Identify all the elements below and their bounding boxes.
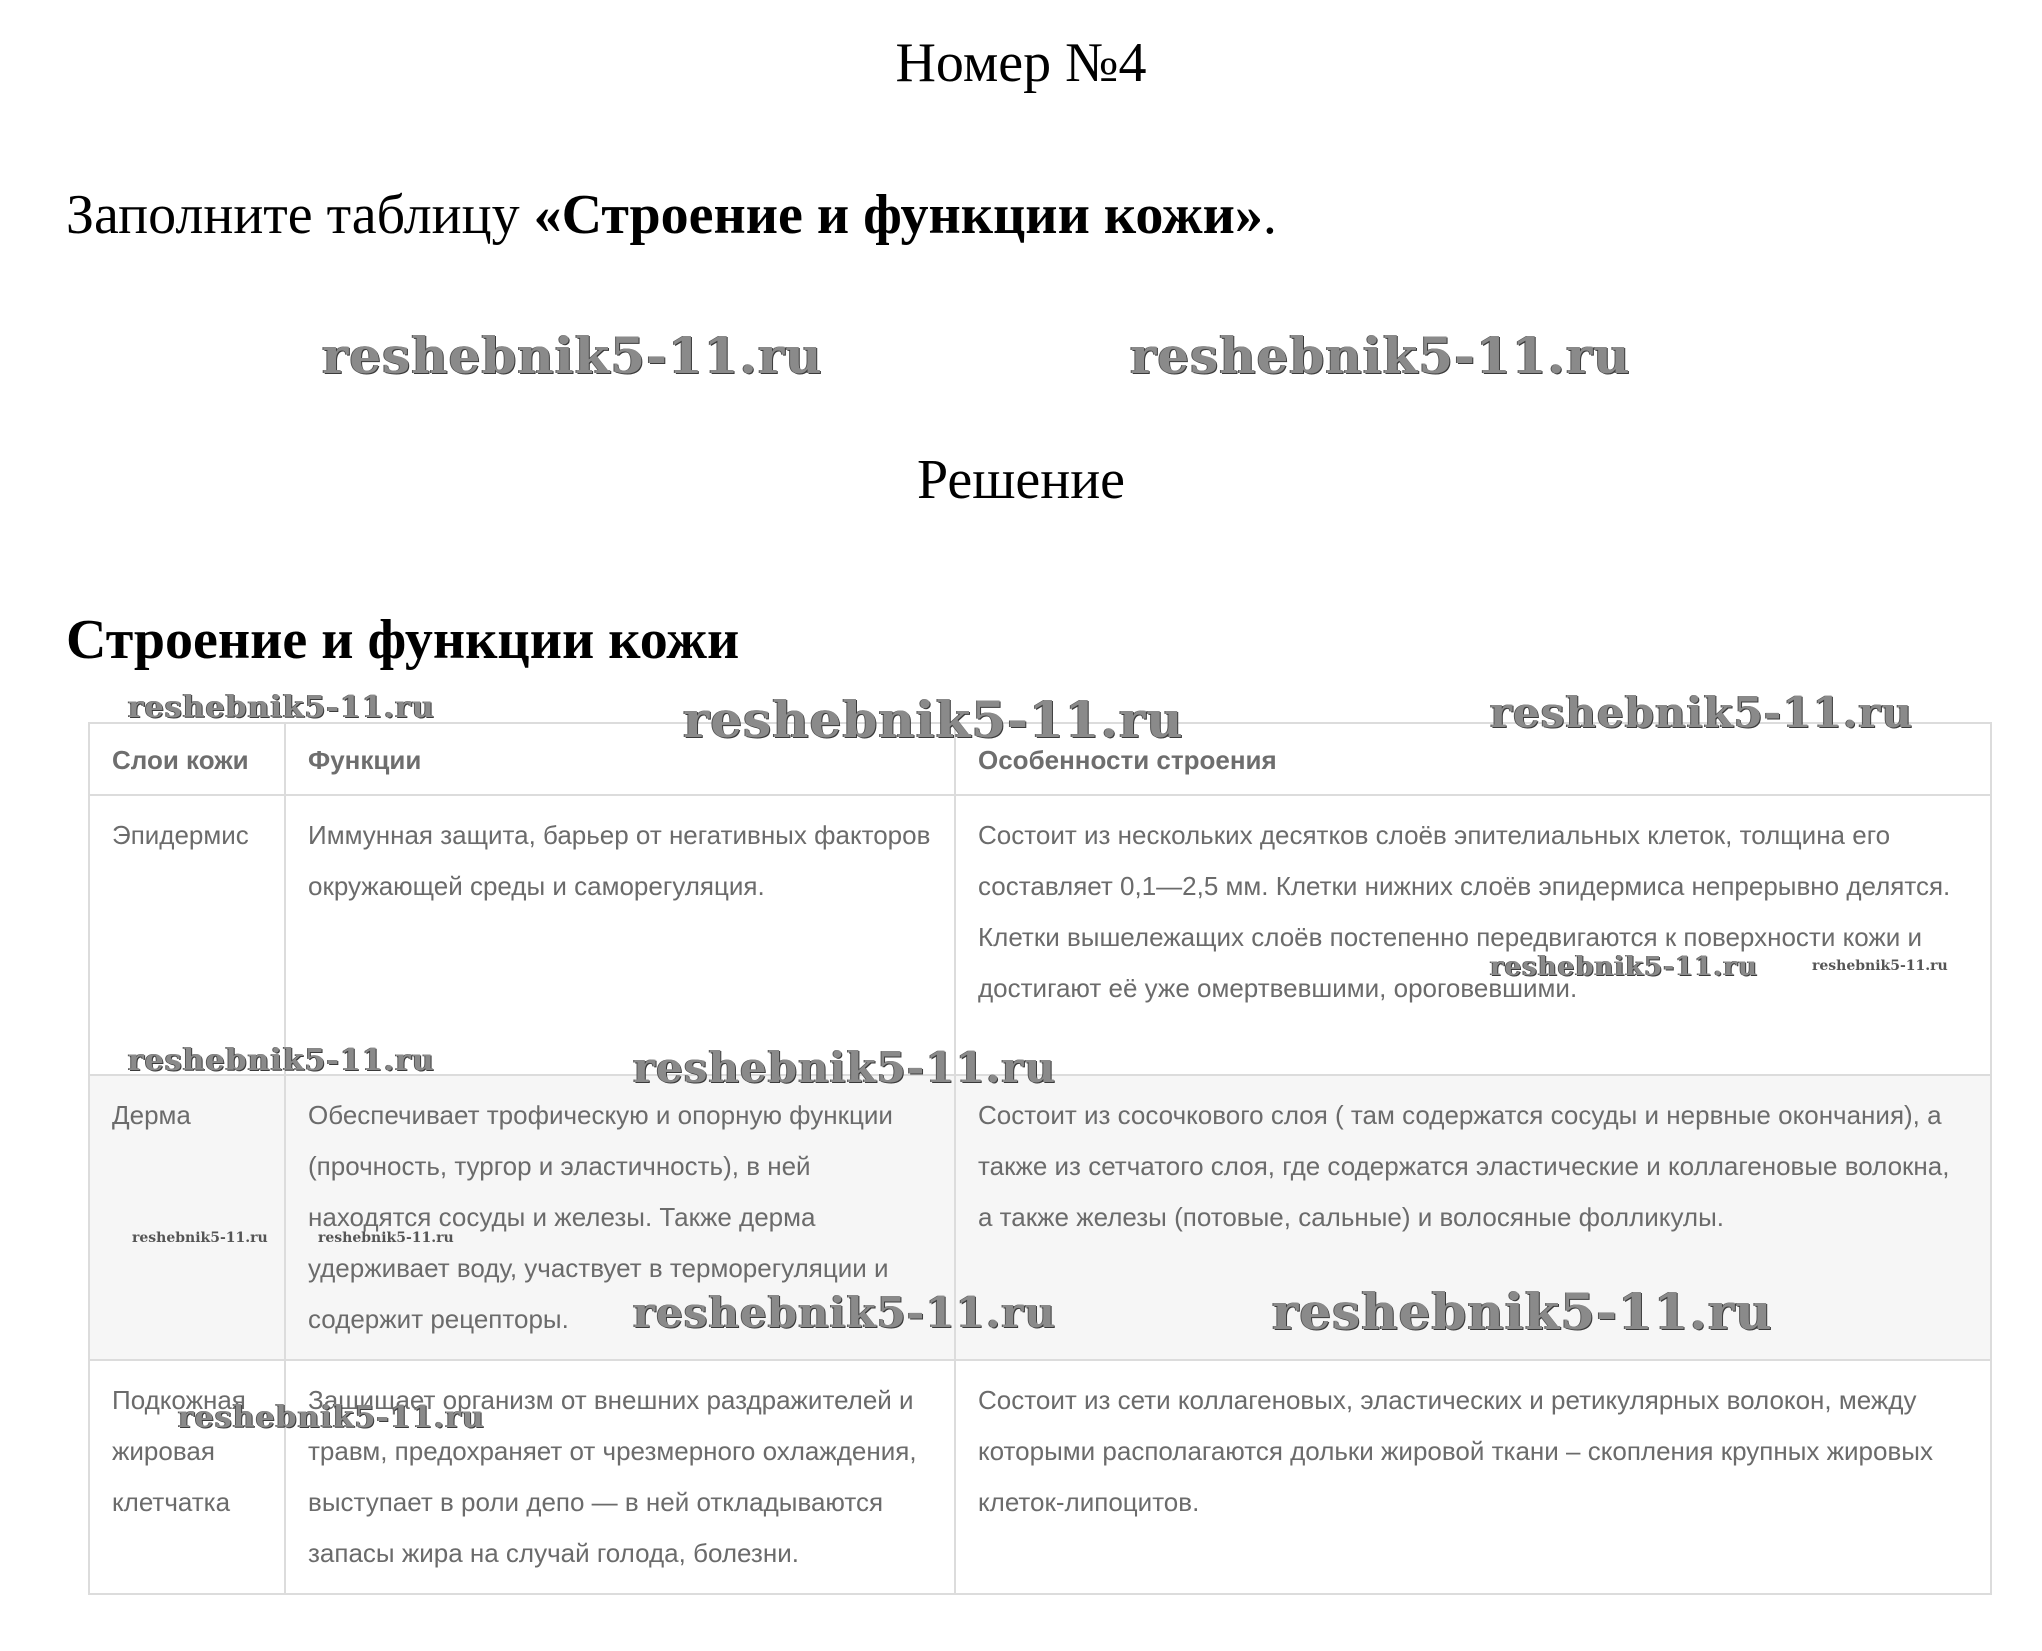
watermark: reshebnik5-11.ru	[178, 1400, 485, 1435]
task-suffix: .	[1262, 184, 1277, 246]
header-layers: Слои кожи	[89, 723, 285, 795]
watermark: reshebnik5-11.ru	[128, 690, 435, 725]
watermark: reshebnik5-11.ru	[322, 326, 823, 385]
watermark: reshebnik5-11.ru	[683, 690, 1184, 749]
cell-structure: Состоит из нескольких десятков слоёв эпителиальных клеток, толщина его составляет 0,1—2,5 мм. Клетки нижних слоёв эпидермиса непрерывно делятся. Клетки вышележащих слоёв постепенно передвигаются к поверхности кожи и достигают её уже омертвевшими, ороговевшими.	[955, 795, 1991, 1075]
cell-structure: Состоит из сети коллагеновых, эластических и ретикулярных волокон, между которыми располагаются дольки жировой ткани – скопления крупных жировых клеток-липоцитов.	[955, 1360, 1991, 1594]
task-text	[66, 180, 1277, 250]
watermark: reshebnik5-11.ru	[1812, 958, 1948, 974]
solution-label: Решение	[916, 449, 1126, 511]
watermark: reshebnik5-11.ru	[132, 1230, 268, 1246]
table-header-row	[89, 723, 1991, 795]
skin-structure-table	[88, 722, 1992, 1595]
table-row	[89, 1075, 1991, 1360]
watermark: reshebnik5-11.ru	[633, 1043, 1057, 1092]
cell-functions: Иммунная защита, барьер от негативных факторов окружающей среды и саморегуляция.	[285, 795, 955, 1075]
table-heading: Строение и функции кожи	[66, 609, 740, 671]
table-row	[89, 795, 1991, 1075]
page-title: Номер №4	[895, 32, 1147, 94]
watermark: reshebnik5-11.ru	[318, 1230, 454, 1246]
watermark: reshebnik5-11.ru	[1490, 688, 1914, 737]
cell-layer: Дерма	[89, 1075, 285, 1360]
watermark: reshebnik5-11.ru	[1490, 952, 1759, 982]
cell-structure: Состоит из сосочкового слоя ( там содержатся сосуды и нервные окончания), а также из сетчатого слоя, где содержатся эластические и коллагеновые волокна, а также железы (потовые, сальные) и волосяные фолликулы.	[955, 1075, 1991, 1360]
cell-functions: Защищает организм от внешних раздражителей и травм, предохраняет от чрезмерного охлаждения, выступает в роли депо — в ней откладываются запасы жира на случай голода, болезни.	[285, 1360, 955, 1594]
cell-functions: Обеспечивает трофическую и опорную функции (прочность, тургор и эластичность), в ней находятся сосуды и железы. Также дерма удерживает воду, участвует в терморегуляции и содержит рецепторы.	[285, 1075, 955, 1360]
watermark: reshebnik5-11.ru	[633, 1288, 1057, 1337]
task-prefix: Заполните таблицу	[66, 184, 534, 246]
watermark: reshebnik5-11.ru	[1272, 1282, 1773, 1341]
cell-layer: Эпидермис	[89, 795, 285, 1075]
cell-layer: Подкожная жировая клетчатка	[89, 1360, 285, 1594]
task-table-name: «Строение и функции кожи»	[533, 184, 1263, 246]
watermark: reshebnik5-11.ru	[1130, 326, 1631, 385]
header-functions: Функции	[285, 723, 955, 795]
header-structure: Особенности строения	[955, 723, 1991, 795]
watermark: reshebnik5-11.ru	[128, 1043, 435, 1078]
table-row	[89, 1360, 1991, 1594]
